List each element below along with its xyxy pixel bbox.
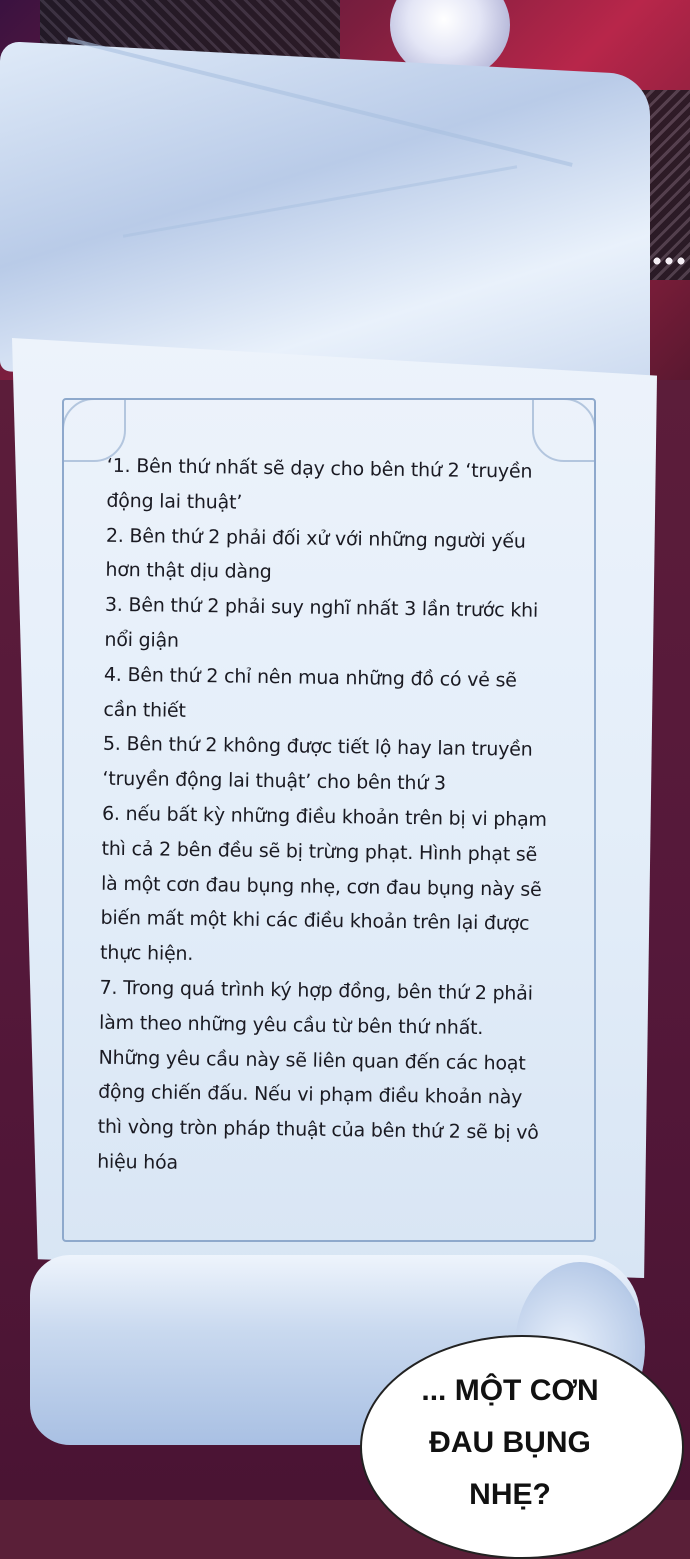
contract-line: hiệu hóa: [97, 1150, 179, 1174]
contract-line: hơn thật dịu dàng: [105, 559, 272, 584]
contract-line: ‘1. Bên thứ nhất sẽ dạy cho bên thứ 2 ‘truyền: [106, 454, 533, 483]
corner-ornament-right: [532, 398, 596, 462]
speech-line: NHẸ?: [469, 1478, 551, 1511]
contract-line: cần thiết: [103, 698, 186, 722]
contract-line: biến mất một khi các điều khoản trên lại được: [100, 907, 530, 936]
contract-line: 6. nếu bất kỳ những điều khoản trên bị vi phạm: [101, 802, 547, 831]
contract-line: động lai thuật’: [106, 489, 243, 514]
contract-text: [97, 449, 577, 1186]
contract-line: là một cơn đau bụng nhẹ, cơn đau bụng này sẽ: [100, 872, 542, 901]
contract-line: 5. Bên thứ 2 không được tiết lộ hay lan truyền: [102, 733, 533, 762]
contract-line: thì cả 2 bên đều sẽ bị trừng phạt. Hình phạt sẽ: [101, 837, 538, 866]
speech-bubble-text: [380, 1365, 640, 1521]
contract-line: thực hiện.: [99, 941, 194, 966]
contract-line: thì vòng tròn pháp thuật của bên thứ 2 sẽ bị vô: [97, 1115, 539, 1144]
contract-line: 3. Bên thứ 2 phải suy nghĩ nhất 3 lần trước khi: [104, 593, 539, 622]
contract-line: Những yêu cầu này sẽ liên quan đến các hoạt: [98, 1046, 526, 1075]
speech-line: ... MỘT CƠN: [421, 1374, 599, 1407]
contract-line: 2. Bên thứ 2 phải đối xử với những người yếu: [105, 524, 526, 553]
contract-line: ‘truyền động lai thuật’ cho bên thứ 3: [102, 767, 447, 795]
contract-line: làm theo những yêu cầu từ bên thứ nhất.: [98, 1011, 484, 1039]
speech-line: ĐAU BỤNG: [429, 1426, 591, 1459]
contract-line: nổi giận: [104, 628, 180, 652]
contract-line: 4. Bên thứ 2 chỉ nên mua những đồ có vẻ sẽ: [103, 663, 517, 692]
contract-line: động chiến đấu. Nếu vi phạm điều khoản này: [97, 1081, 523, 1109]
contract-line: 7. Trong quá trình ký hợp đồng, bên thứ 2 phải: [99, 976, 533, 1005]
